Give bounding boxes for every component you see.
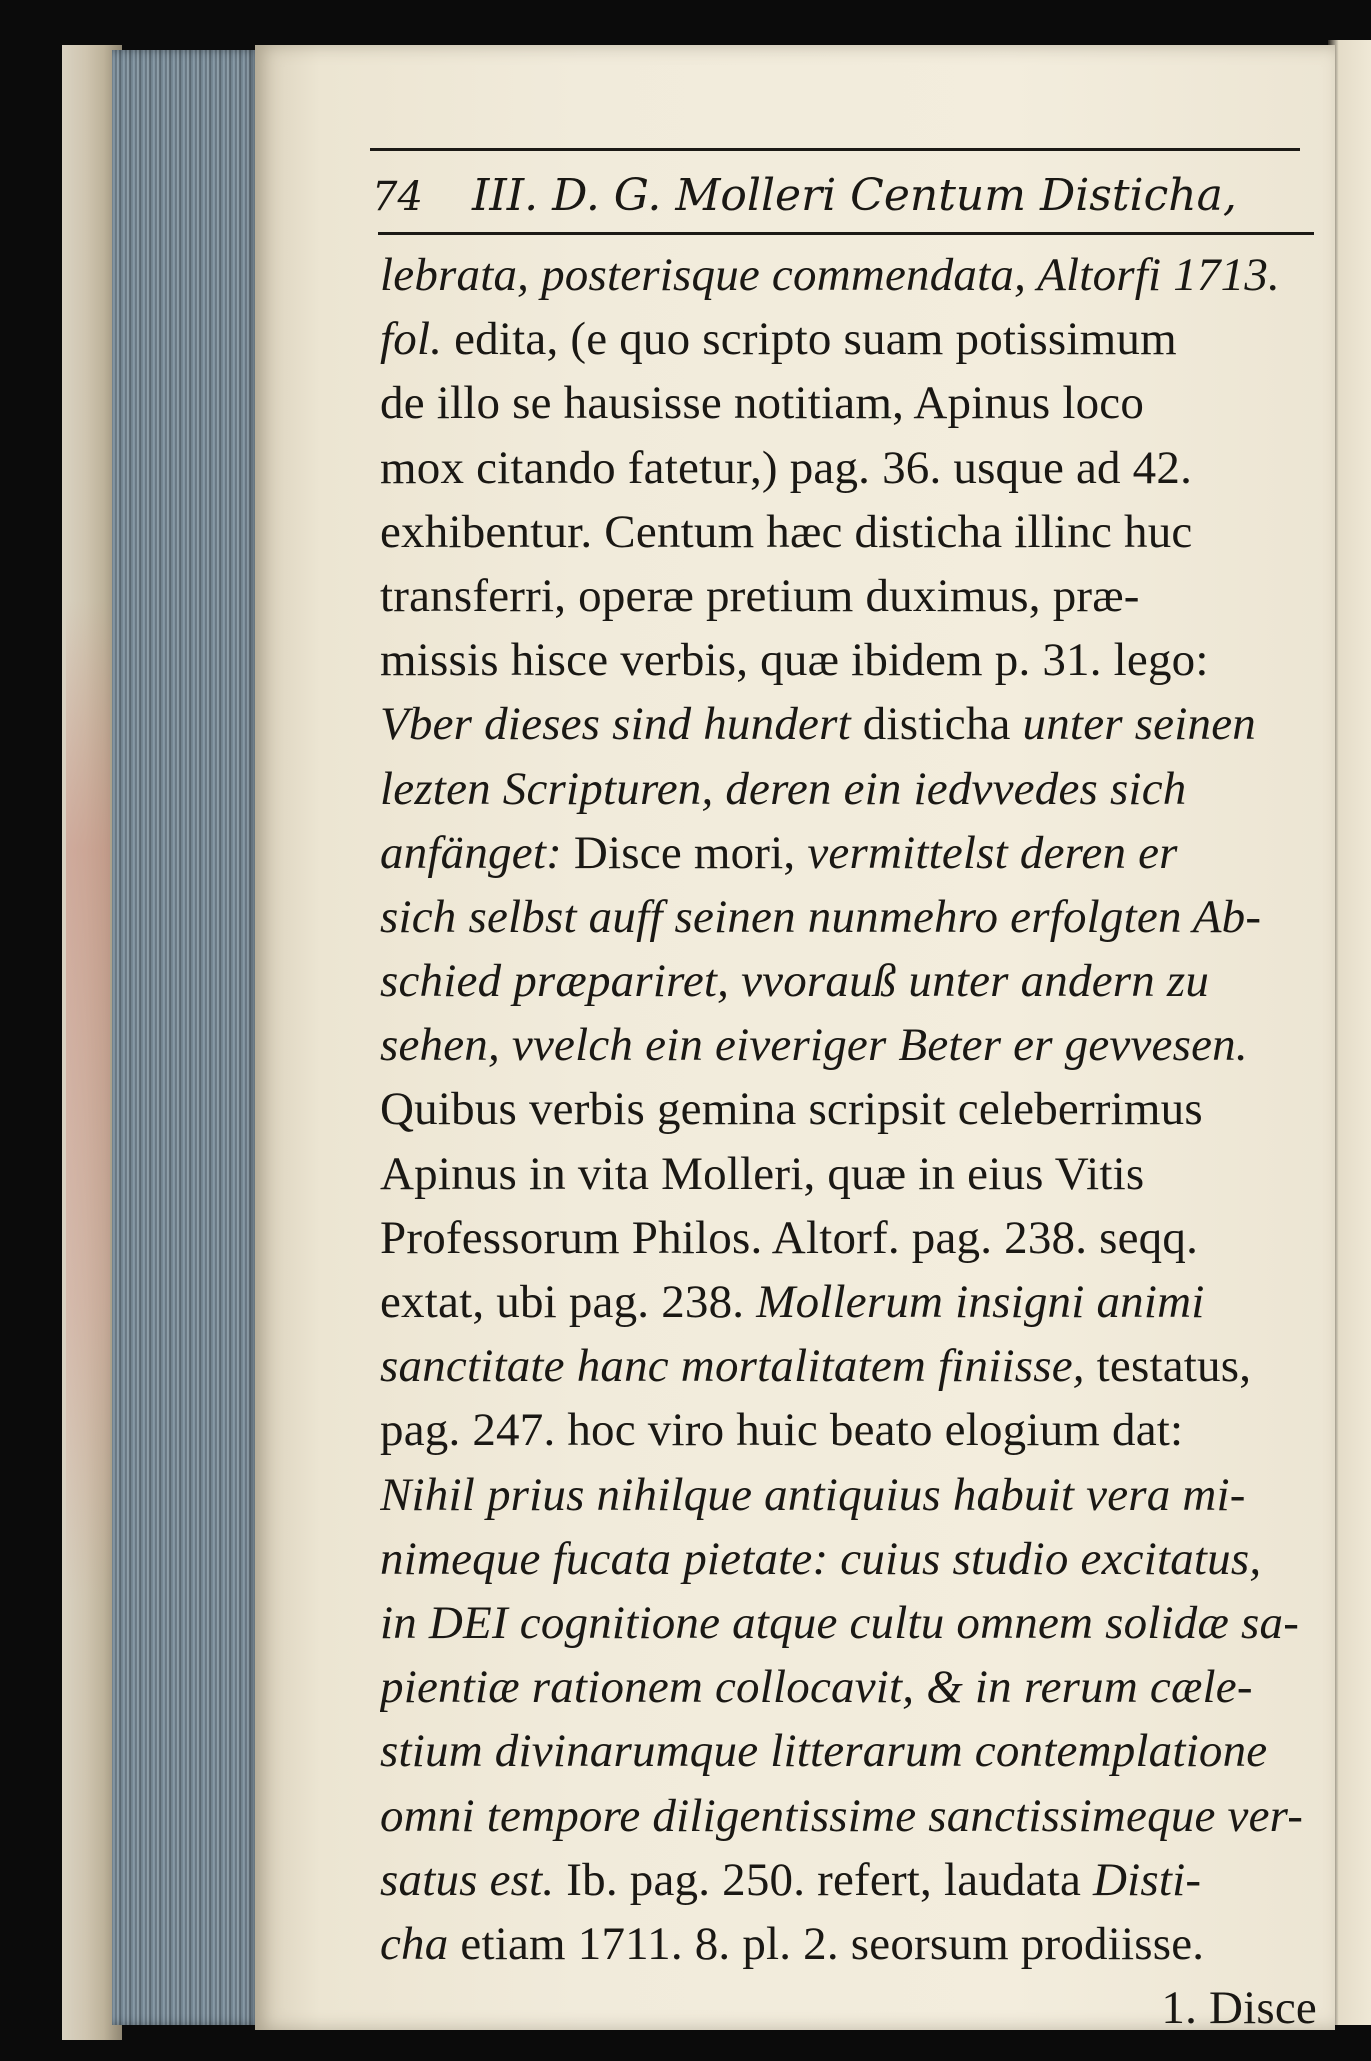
text-run: cha: [380, 1917, 449, 1970]
text-run: disticha: [850, 698, 1023, 751]
header-rule: [378, 232, 1314, 235]
text-run: sanctitate hanc mortalitatem finiisse,: [380, 1340, 1085, 1393]
text-run: in DEI cognitione atque cultu omnem solidæ sa-: [380, 1596, 1300, 1649]
text-run: Ib. pag. 250. refert, laudata: [554, 1853, 1094, 1906]
text-run: anfänget:: [380, 826, 562, 879]
body-text: [380, 243, 1325, 2040]
text-line: [380, 1719, 1325, 1783]
text-line: [380, 1270, 1325, 1334]
text-line: [380, 1591, 1325, 1655]
text-line: [380, 1142, 1325, 1206]
text-run: nimeque fucata pietate: cuius studio excitatus,: [380, 1532, 1262, 1585]
text-run: lezten Scripturen, deren ein iedvvedes sich: [380, 762, 1187, 815]
text-run: schied præpariret, vvorauß unter andern zu: [380, 955, 1210, 1008]
text-line: [380, 821, 1325, 885]
text-line: [380, 1206, 1325, 1270]
text-run: Vber dieses sind hundert: [380, 698, 851, 751]
text-run: Mollerum insigni animi: [756, 1276, 1205, 1328]
text-line: [380, 628, 1325, 692]
text-run: pientiæ rationem collocavit, & in rerum cæle-: [380, 1661, 1253, 1714]
text-run: satus est.: [380, 1853, 555, 1906]
text-line: [380, 1077, 1325, 1141]
text-line: [380, 243, 1325, 307]
text-line: [380, 1334, 1325, 1398]
text-line: [380, 757, 1325, 821]
text-run: pag. 247. hoc viro huic beato elogium dat:: [380, 1404, 1184, 1457]
text-line: [380, 1463, 1325, 1527]
text-line: [380, 436, 1325, 500]
page-stack-edge: [112, 50, 260, 2025]
text-line: [380, 885, 1325, 949]
catchword: 1. Disce: [1161, 1982, 1317, 2035]
text-run: sich selbst auff seinen nunmehro erfolgten Ab-: [380, 890, 1262, 943]
text-run: exhibentur. Centum hæc disticha illinc huc: [380, 505, 1193, 558]
text-run: missis hisce verbis, quæ ibidem p. 31. lego:: [380, 634, 1209, 687]
text-line: [380, 949, 1325, 1013]
text-run: mox citando fatetur,) pag. 36. usque ad 42.: [380, 441, 1193, 494]
text-run: unter seinen: [1022, 698, 1256, 751]
text-line: [380, 307, 1325, 371]
text-line: [380, 1848, 1325, 1912]
top-rule: [370, 148, 1300, 151]
text-run: Nihil prius nihilque antiquius habuit vera mi-: [380, 1468, 1246, 1521]
text-line: [380, 1912, 1325, 1976]
text-run: Apinus in vita Molleri, quæ in eius Vitis: [380, 1147, 1145, 1200]
text-run: lebrata, posterisque commendata, Altorfi 1713.: [380, 249, 1280, 301]
text-run: Disce mori,: [561, 826, 808, 879]
running-header: [372, 162, 1312, 230]
text-run: sehen, vvelch ein eiveriger Beter er gevvesen.: [380, 1019, 1248, 1072]
text-line: [380, 1784, 1325, 1848]
text-run: vermittelst deren er: [807, 826, 1178, 879]
text-run: transferri, operæ pretium duximus, præ-: [380, 569, 1140, 622]
text-run: de illo se hausisse notitiam, Apinus loco: [380, 377, 1145, 430]
text-run: Professorum Philos. Altorf. pag. 238. seqq.: [380, 1211, 1199, 1264]
text-run: testatus,: [1084, 1340, 1252, 1393]
text-line: [380, 1398, 1325, 1462]
text-line: [380, 1655, 1325, 1719]
text-line: [380, 564, 1325, 628]
text-run: omni tempore diligentissime sanctissimeque ver-: [380, 1789, 1304, 1842]
text-run: etiam 1711. 8. pl. 2. seorsum prodiisse.: [448, 1917, 1205, 1970]
text-run: fol.: [380, 313, 443, 366]
text-line: [380, 371, 1325, 435]
cover-stain: [66, 600, 110, 1600]
text-line: [380, 1527, 1325, 1591]
text-line: [380, 500, 1325, 564]
text-run: extat, ubi pag. 238.: [380, 1276, 757, 1328]
text-run: Disti-: [1093, 1853, 1202, 1906]
text-line: [380, 692, 1325, 756]
page-number: 74: [372, 174, 423, 220]
text-line: [380, 1013, 1325, 1077]
text-run: Quibus verbis gemina scripsit celeberrimus: [380, 1083, 1203, 1136]
text-run: edita, (e quo scripto suam potissimum: [442, 313, 1177, 366]
text-run: stium divinarumque litterarum contemplatione: [380, 1725, 1268, 1778]
running-title: III. D. G. Molleri Centum Disticha,: [472, 170, 1237, 221]
